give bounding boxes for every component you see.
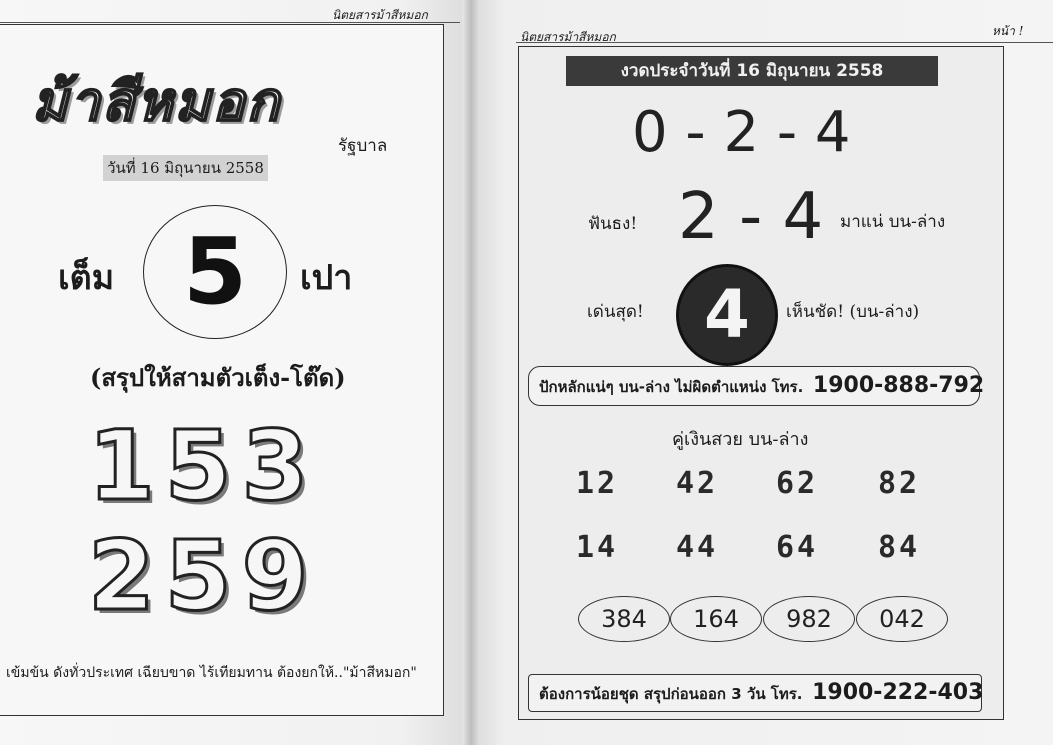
lottery-type-label: รัฐบาล (338, 136, 388, 156)
three-digit-set-4: 042 (856, 596, 948, 642)
three-digit-number-2: 259 (88, 520, 319, 632)
pair-row2-3: 64 (776, 530, 819, 565)
bet-prefix: เต็ม (58, 258, 115, 298)
promo-phone-1: 1900-888-792 (812, 373, 985, 398)
highlight-prefix: เด่นสุด! (587, 302, 644, 322)
book-gutter (462, 0, 480, 745)
left-footer-slogan: เข้มข้น ดังทั่วประเทศ เฉียบขาด ไร้เทียมทาน ต้องยกให้.."ม้าสีหมอก" (6, 665, 417, 681)
two-digit-sequence: 2 - 4 (678, 180, 824, 254)
promo-phone-box-1 (528, 366, 985, 406)
right-running-header: นิตยสารม้าสีหมอก (520, 30, 616, 44)
three-digit-set-2: 164 (670, 596, 762, 642)
promo-phone-2: 1900-222-403 (812, 680, 984, 705)
two-digit-prefix: ฟันธง! (588, 214, 638, 234)
pair-row1-2: 42 (676, 466, 719, 501)
promo-text-1: ปักหลักแน่ๆ บน-ล่าง ไม่ผิดตำแหน่ง โทร. (539, 378, 804, 396)
three-digit-set-3: 982 (763, 596, 855, 642)
left-date-badge: วันที่ 16 มิถุนายน 2558 (103, 155, 268, 181)
pair-row2-2: 44 (676, 530, 719, 565)
bet-suffix: เปา (300, 258, 353, 298)
highlight-suffix: เห็นชัด! (บน-ล่าง) (786, 302, 920, 322)
bet-number: 5 (182, 218, 247, 325)
pair-row1-1: 12 (576, 466, 619, 501)
draw-date-banner: งวดประจำวันที่ 16 มิถุนายน 2558 (566, 56, 938, 86)
right-header-rule (516, 42, 1053, 43)
highlight-number-circle (676, 264, 778, 366)
pair-row1-4: 82 (878, 466, 921, 501)
left-running-header: นิตยสารม้าสีหมอก (332, 8, 428, 22)
pair-row2-4: 84 (878, 530, 921, 565)
promo-text-2: ต้องการน้อยชุด สรุปก่อนออก 3 วัน โทร. (539, 685, 803, 703)
pair-row1-3: 62 (776, 466, 819, 501)
promo-phone-box-2 (528, 674, 982, 712)
page-number: หน้า ! (992, 24, 1024, 38)
bet-number-circle (143, 205, 287, 339)
main-sequence: 0 - 2 - 4 (632, 100, 851, 165)
summary-label: (สรุปให้สามตัวเต็ง-โต๊ด) (90, 363, 346, 392)
pair-row2-1: 14 (576, 530, 619, 565)
magazine-logo: ม้าสีหมอก (32, 69, 282, 133)
two-digit-suffix: มาแน่ บน-ล่าง (840, 212, 946, 232)
three-digit-set-1: 384 (578, 596, 670, 642)
pairs-heading: คู่เงินสวย บน-ล่าง (672, 429, 809, 450)
highlight-number: 4 (704, 276, 750, 353)
three-digit-number-1: 153 (88, 410, 319, 522)
left-header-rule (0, 22, 460, 23)
